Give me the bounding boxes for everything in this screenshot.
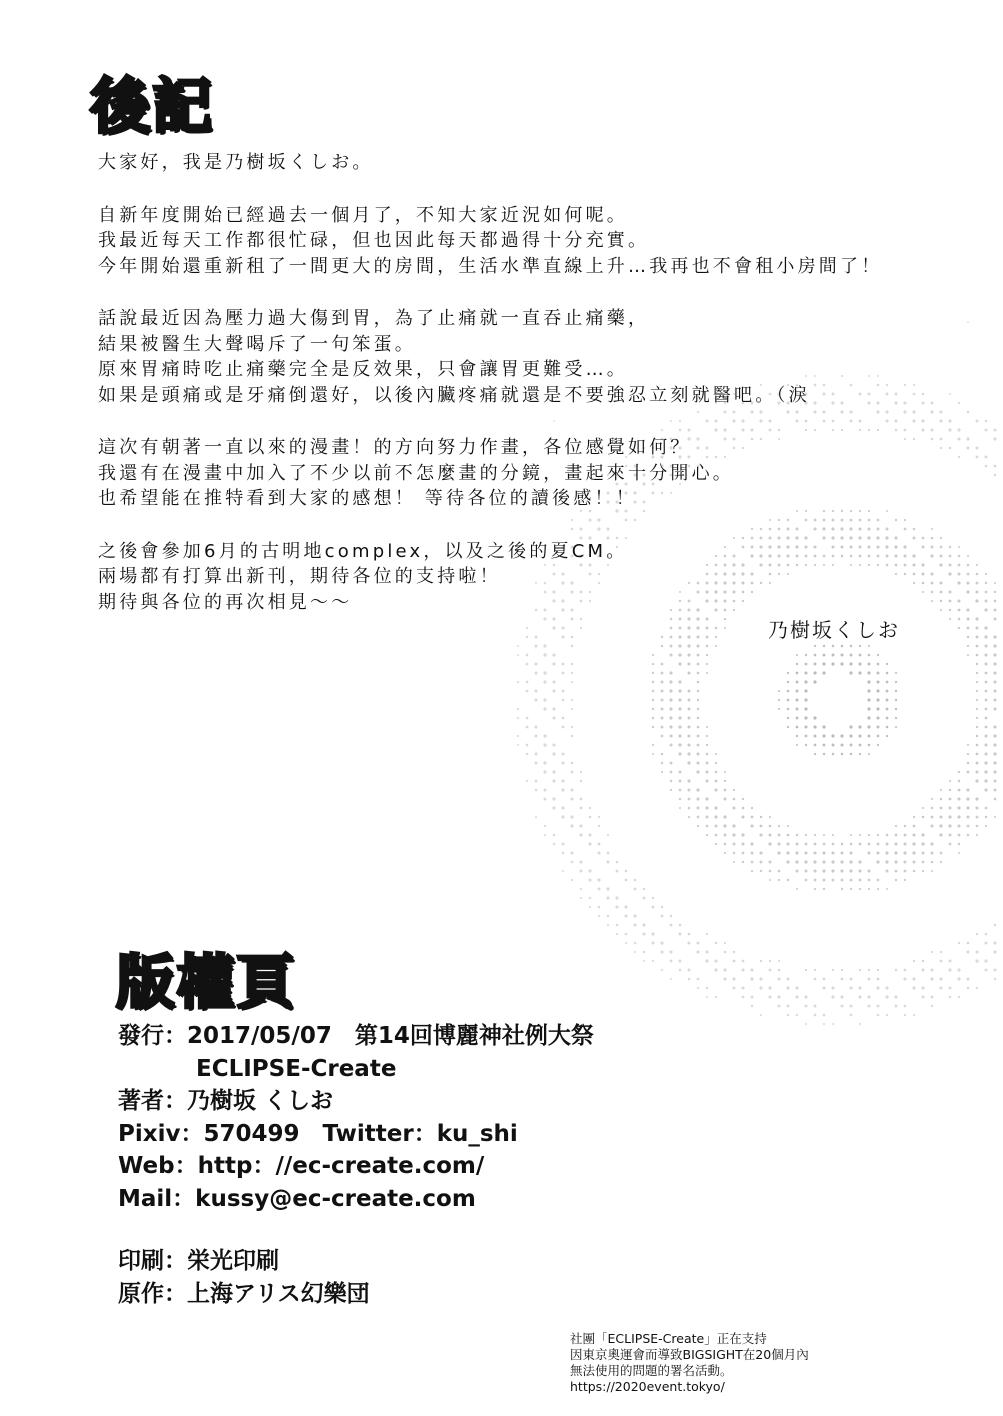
text-line: 結果被醫生大聲喝斥了一句笨蛋。 [98,333,416,355]
text-line: 也希望能在推特看到大家的感想！ 等待各位的讀後感！！ [98,488,637,509]
text-line: 大家好，我是乃樹坂くしお。 [98,152,374,173]
paragraph-events [98,539,978,616]
printer-line: 印刷：栄光印刷 [118,1248,279,1274]
text-line: 兩場都有打算出新刊，期待各位的支持啦！ [98,566,501,587]
text-line: 之後會參加6月的古明地complex，以及之後的夏CM。 [98,540,628,562]
text-line: 如果是頭痛或是牙痛倒還好，以後內臟疼痛就還是不要強忍立刻就醫吧。（淚 [98,384,810,406]
web-line: Web：http：//ec-create.com/ [118,1153,485,1179]
colophon-block [118,1020,594,1310]
note-line: 社團「ECLIPSE-Create」正在支持 [570,1331,767,1346]
circle-name: ECLIPSE-Create [196,1055,397,1082]
original-work-line: 原作：上海アリス幻樂団 [118,1280,370,1307]
mail-line: Mail：kussy@ec-create.com [118,1185,476,1212]
text-line: 話說最近因為壓力過大傷到胃，為了止痛就一直吞止痛藥， [98,308,650,329]
afterword-heading: 後記 [90,72,214,142]
paragraph-new-year [98,203,978,280]
note-line: 因東京奧運會而導致BIGSIGHT在20個月內 [570,1347,809,1362]
note-line: https://2020event.tokyo/ [570,1379,725,1394]
text-line: 原來胃痛時吃止痛藥完全是反效果，只會讓胃更難受…。 [98,359,628,380]
note-line: 無法使用的問題的署名活動。 [570,1363,733,1378]
paragraph-stomach [98,306,978,408]
text-line: 這次有朝著一直以來的漫畫！的方向努力作畫，各位感覺如何？ [98,437,692,458]
author-line: 著者：乃樹坂 くしお [118,1088,334,1114]
text-line: 期待與各位的再次相見～～ [98,591,353,613]
issue-line: 發行：2017/05/07 第14回博麗神社例大祭 [118,1023,594,1049]
paragraph-greeting [98,150,978,176]
petition-note [570,1331,809,1395]
author-signature: 乃樹坂くしお [768,618,900,642]
text-line: 我最近每天工作都很忙碌，但也因此每天都過得十分充實。 [98,230,650,251]
colophon-heading: 版權頁 [116,948,297,1016]
spacer [118,1215,594,1245]
social-line: Pixiv：570499 Twitter：ku_shi [118,1120,518,1147]
afterword-body [98,150,978,642]
text-line: 我還有在漫畫中加入了不少以前不怎麼畫的分鏡，畫起來十分開心。 [98,462,734,484]
paragraph-manga [98,435,978,512]
text-line: 自新年度開始已經過去一個月了，不知大家近況如何呢。 [98,204,628,226]
text-line: 今年開始還重新租了一間更大的房間，生活水準直線上升…我再也不會租小房間了！ [98,255,883,277]
